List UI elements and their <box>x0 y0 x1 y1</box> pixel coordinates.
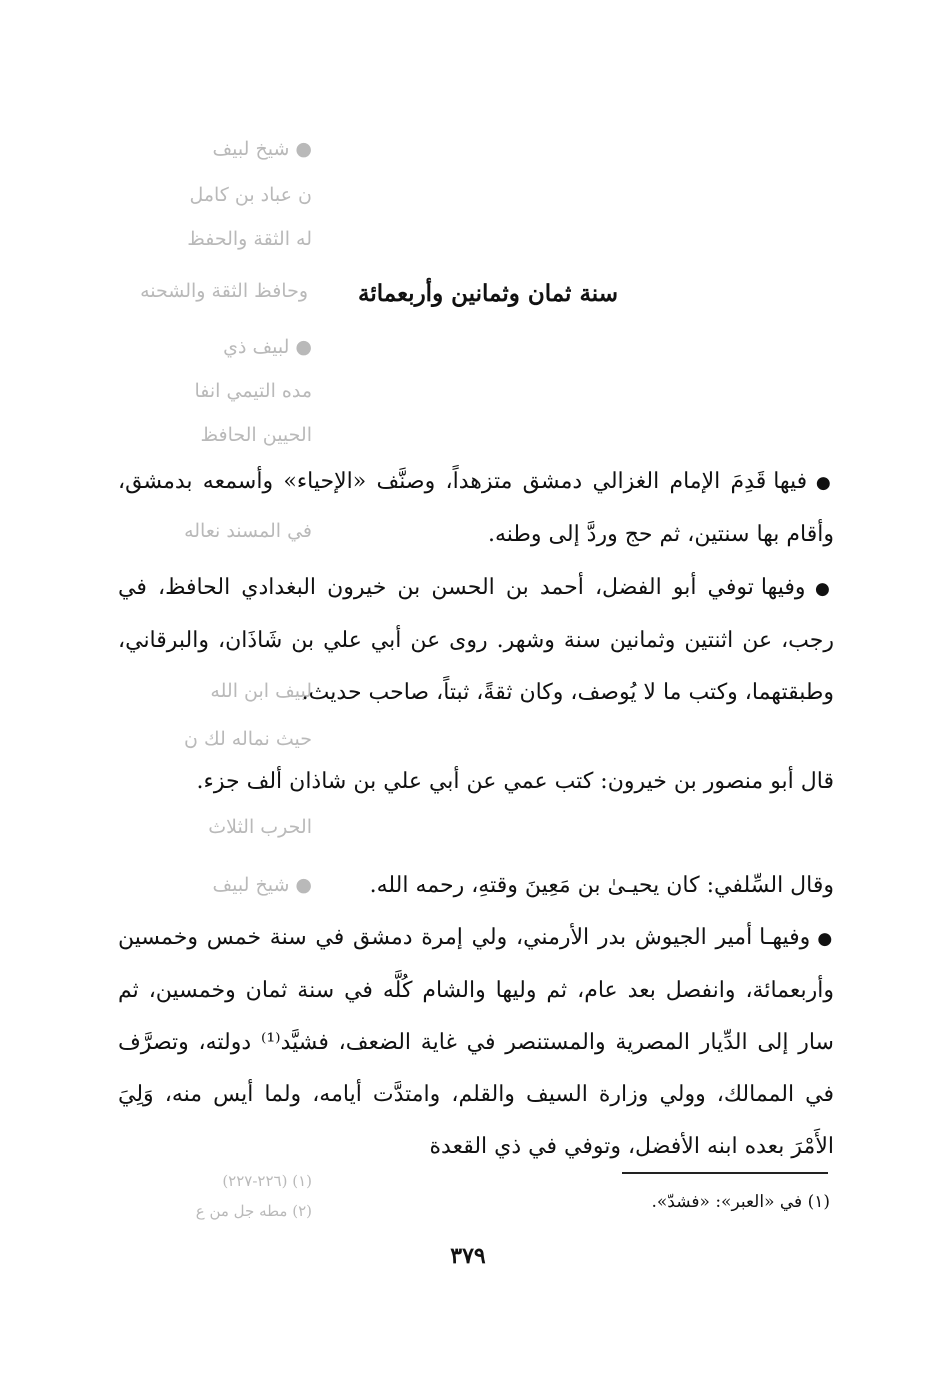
ghost-text-line: وحافظ الثقة والشحنه <box>140 280 308 302</box>
ghost-text-line: له الثقة والحفظ <box>187 228 312 250</box>
paragraph-badr-al-jamali: ● وفيهـا أمير الجيوش بدر الأرمني، ولي إمرة دمشق في سنة خمس وخمسين وأربعمائة، وانفصل بعد عام، ثم وليها والشام كُلَّه في سنة ثمان وخمسين، ثم سار إلى الدِّيار المصرية والمستنصر في غاية الضعف، فشيَّد⁽¹⁾ دولته، وتصرَّف في الممالك، وولي وزارة السيف والقلم، وامتدَّت أيامه، ولما أيس منه، وَلِيَ الأَمْرَ بعده ابنه الأفضل، وتوفي في ذي القعدة <box>118 912 834 1173</box>
body-text <box>118 456 834 561</box>
ghost-text-line: مده التيمي انفا <box>194 380 312 402</box>
ghost-text-line: (٢) مطه جل من ع <box>195 1202 312 1220</box>
ghost-text-line: الحرب الثلاث <box>208 816 312 838</box>
paragraph-ibn-khayrun: ● وفيها توفي أبو الفضل، أحمد بن الحسن بن خيرون البغدادي الحافظ، في رجب، عن اثنتين وثمانين سنة وشهر. روى عن أبي علي بن شَاذَان، والبرقاني، وطبقتهما، وكتب ما لا يُوصف، وكان ثقةً، ثبتاً، صاحب حديث. <box>118 562 834 719</box>
footnote-divider <box>622 1172 828 1174</box>
body-text <box>118 860 834 912</box>
ghost-text-line: ● شيخ لبيف <box>212 874 312 896</box>
ghost-text-line: ● شيخ لبيف <box>212 138 312 160</box>
ghost-text-line: في المسند نعاله <box>184 520 312 542</box>
ghost-text-line: حيث نماله لك ن <box>183 728 312 750</box>
ghost-text-line: ن عباد بن كامل <box>189 184 312 206</box>
ghost-text-line: الحيين الحافظ <box>200 424 312 446</box>
ghost-text-line: (١) (٢٢٦-٢٢٧) <box>222 1172 312 1190</box>
paragraph-silafi-quote: وقال السِّلفي: كان يحيـىٰ بن مَعِينَ وقتهِ، رحمه الله. <box>369 873 834 898</box>
paragraph-ghazali: ● فيها قَدِمَ الإمام الغزالي دمشق متزهداً، وصنَّف «الإحياء» وأسمعه بدمشق، وأقام بها سنتين، ثم حج وردَّ إلى وطنه. <box>118 456 834 561</box>
body-text <box>118 912 834 1173</box>
body-text <box>118 562 834 719</box>
paragraph-abu-mansur-quote: قال أبو منصور بن خيرون: كتب عمي عن أبي علي بن شاذان ألف جزء. <box>196 769 834 794</box>
ghost-text-line: لبيف ابن الله <box>210 680 312 702</box>
page-number: ٣٧٩ <box>450 1243 486 1269</box>
ghost-text-line: ● لبيف ذي <box>223 336 312 358</box>
footnote: (١) في «العبر»: «فشدّ». <box>651 1192 830 1212</box>
body-text <box>118 756 834 808</box>
section-heading: سنة ثمان وثمانين وأربعمائة <box>358 280 618 307</box>
